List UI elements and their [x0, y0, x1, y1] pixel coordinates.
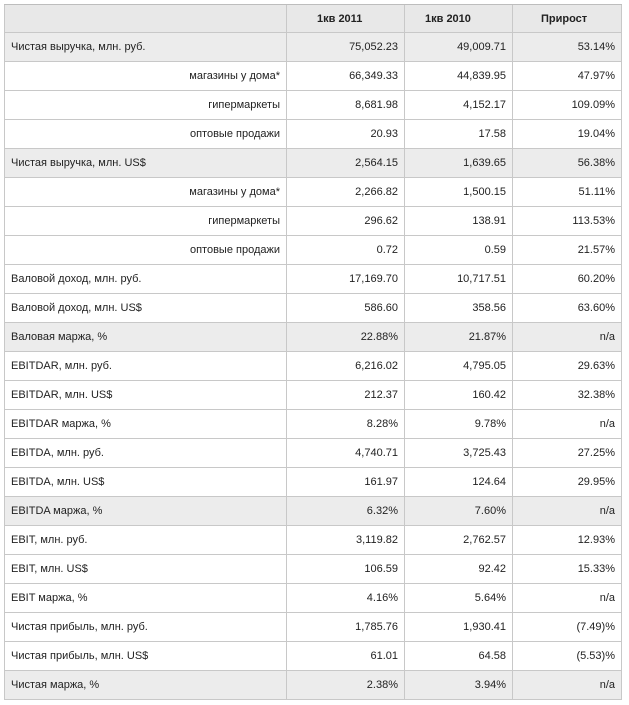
row-label: гипермаркеты — [4, 207, 287, 235]
table-row — [4, 642, 622, 671]
row-value-2011: 1,785.76 — [287, 613, 405, 641]
row-value-growth: 109.09% — [513, 91, 622, 119]
row-value-2010: 5.64% — [405, 584, 513, 612]
row-value-2011: 6.32% — [287, 497, 405, 525]
row-label: Чистая прибыль, млн. руб. — [4, 613, 287, 641]
row-label: магазины у дома* — [4, 62, 287, 90]
row-value-2010: 17.58 — [405, 120, 513, 148]
row-label: Валовая маржа, % — [4, 323, 287, 351]
row-value-2011: 20.93 — [287, 120, 405, 148]
row-value-2010: 124.64 — [405, 468, 513, 496]
row-value-2011: 61.01 — [287, 642, 405, 670]
row-value-2010: 49,009.71 — [405, 33, 513, 61]
table-row — [4, 468, 622, 497]
row-value-2011: 296.62 — [287, 207, 405, 235]
row-value-2010: 21.87% — [405, 323, 513, 351]
row-value-2010: 2,762.57 — [405, 526, 513, 554]
row-value-growth: 60.20% — [513, 265, 622, 293]
row-value-2010: 3,725.43 — [405, 439, 513, 467]
row-value-growth: n/a — [513, 671, 622, 699]
row-value-2011: 2.38% — [287, 671, 405, 699]
table-row — [4, 294, 622, 323]
row-value-2010: 64.58 — [405, 642, 513, 670]
row-value-2010: 138.91 — [405, 207, 513, 235]
row-value-2010: 9.78% — [405, 410, 513, 438]
table-row — [4, 439, 622, 468]
row-value-2011: 6,216.02 — [287, 352, 405, 380]
row-value-2011: 212.37 — [287, 381, 405, 409]
row-value-growth: 47.97% — [513, 62, 622, 90]
row-value-2010: 0.59 — [405, 236, 513, 264]
table-row — [4, 613, 622, 642]
table-row — [4, 33, 622, 62]
row-value-2011: 106.59 — [287, 555, 405, 583]
row-value-growth: 56.38% — [513, 149, 622, 177]
row-label: Валовой доход, млн. руб. — [4, 265, 287, 293]
row-value-2011: 2,564.15 — [287, 149, 405, 177]
row-value-growth: n/a — [513, 497, 622, 525]
row-value-2011: 8,681.98 — [287, 91, 405, 119]
row-value-growth: 29.63% — [513, 352, 622, 380]
row-label: EBIT, млн. руб. — [4, 526, 287, 554]
row-label: оптовые продажи — [4, 120, 287, 148]
table-row — [4, 265, 622, 294]
row-value-2010: 92.42 — [405, 555, 513, 583]
table-row — [4, 178, 622, 207]
row-value-2010: 4,152.17 — [405, 91, 513, 119]
row-label: EBIT маржа, % — [4, 584, 287, 612]
table-row — [4, 352, 622, 381]
row-value-growth: 113.53% — [513, 207, 622, 235]
row-value-growth: 27.25% — [513, 439, 622, 467]
row-value-2010: 358.56 — [405, 294, 513, 322]
row-value-2011: 66,349.33 — [287, 62, 405, 90]
row-value-growth: 21.57% — [513, 236, 622, 264]
row-label: EBIT, млн. US$ — [4, 555, 287, 583]
row-label: Чистая выручка, млн. руб. — [4, 33, 287, 61]
header-cell-label — [4, 5, 287, 32]
table-header-row — [4, 4, 622, 33]
row-label: EBITDAR маржа, % — [4, 410, 287, 438]
table-row — [4, 381, 622, 410]
header-cell-q1-2010: 1кв 2010 — [405, 5, 513, 32]
row-value-growth: 53.14% — [513, 33, 622, 61]
row-value-2011: 3,119.82 — [287, 526, 405, 554]
row-value-2010: 1,639.65 — [405, 149, 513, 177]
table-row — [4, 671, 622, 700]
row-value-2010: 7.60% — [405, 497, 513, 525]
table-row — [4, 91, 622, 120]
row-value-2010: 44,839.95 — [405, 62, 513, 90]
row-label: EBITDAR, млн. руб. — [4, 352, 287, 380]
row-label: EBITDAR, млн. US$ — [4, 381, 287, 409]
row-value-2011: 2,266.82 — [287, 178, 405, 206]
row-value-2011: 161.97 — [287, 468, 405, 496]
table-row — [4, 120, 622, 149]
row-label: магазины у дома* — [4, 178, 287, 206]
table-row — [4, 323, 622, 352]
row-value-2011: 586.60 — [287, 294, 405, 322]
row-value-growth: 51.11% — [513, 178, 622, 206]
row-label: гипермаркеты — [4, 91, 287, 119]
row-value-2010: 1,500.15 — [405, 178, 513, 206]
row-value-growth: n/a — [513, 410, 622, 438]
row-label: Чистая прибыль, млн. US$ — [4, 642, 287, 670]
header-cell-growth: Прирост — [513, 5, 622, 32]
row-value-growth: 15.33% — [513, 555, 622, 583]
row-label: Чистая маржа, % — [4, 671, 287, 699]
table-row — [4, 526, 622, 555]
table-row — [4, 207, 622, 236]
header-cell-q1-2011: 1кв 2011 — [287, 5, 405, 32]
row-value-growth: 63.60% — [513, 294, 622, 322]
row-value-2011: 4,740.71 — [287, 439, 405, 467]
row-value-2011: 4.16% — [287, 584, 405, 612]
row-label: Валовой доход, млн. US$ — [4, 294, 287, 322]
row-value-growth: 12.93% — [513, 526, 622, 554]
row-value-growth: 29.95% — [513, 468, 622, 496]
row-value-2011: 75,052.23 — [287, 33, 405, 61]
row-value-2010: 10,717.51 — [405, 265, 513, 293]
row-value-2010: 160.42 — [405, 381, 513, 409]
row-value-growth: 32.38% — [513, 381, 622, 409]
financial-results-table — [4, 4, 622, 700]
table-row — [4, 149, 622, 178]
row-value-2011: 22.88% — [287, 323, 405, 351]
table-row — [4, 555, 622, 584]
row-value-2010: 4,795.05 — [405, 352, 513, 380]
row-label: оптовые продажи — [4, 236, 287, 264]
row-value-growth: (5.53)% — [513, 642, 622, 670]
row-label: Чистая выручка, млн. US$ — [4, 149, 287, 177]
row-value-2010: 1,930.41 — [405, 613, 513, 641]
row-value-2011: 0.72 — [287, 236, 405, 264]
row-value-growth: n/a — [513, 584, 622, 612]
row-value-growth: 19.04% — [513, 120, 622, 148]
table-row — [4, 236, 622, 265]
table-row — [4, 410, 622, 439]
table-row — [4, 497, 622, 526]
row-label: EBITDA, млн. US$ — [4, 468, 287, 496]
row-value-2010: 3.94% — [405, 671, 513, 699]
row-label: EBITDA, млн. руб. — [4, 439, 287, 467]
row-value-2011: 17,169.70 — [287, 265, 405, 293]
row-value-growth: (7.49)% — [513, 613, 622, 641]
row-value-2011: 8.28% — [287, 410, 405, 438]
table-row — [4, 584, 622, 613]
row-label: EBITDA маржа, % — [4, 497, 287, 525]
table-row — [4, 62, 622, 91]
row-value-growth: n/a — [513, 323, 622, 351]
